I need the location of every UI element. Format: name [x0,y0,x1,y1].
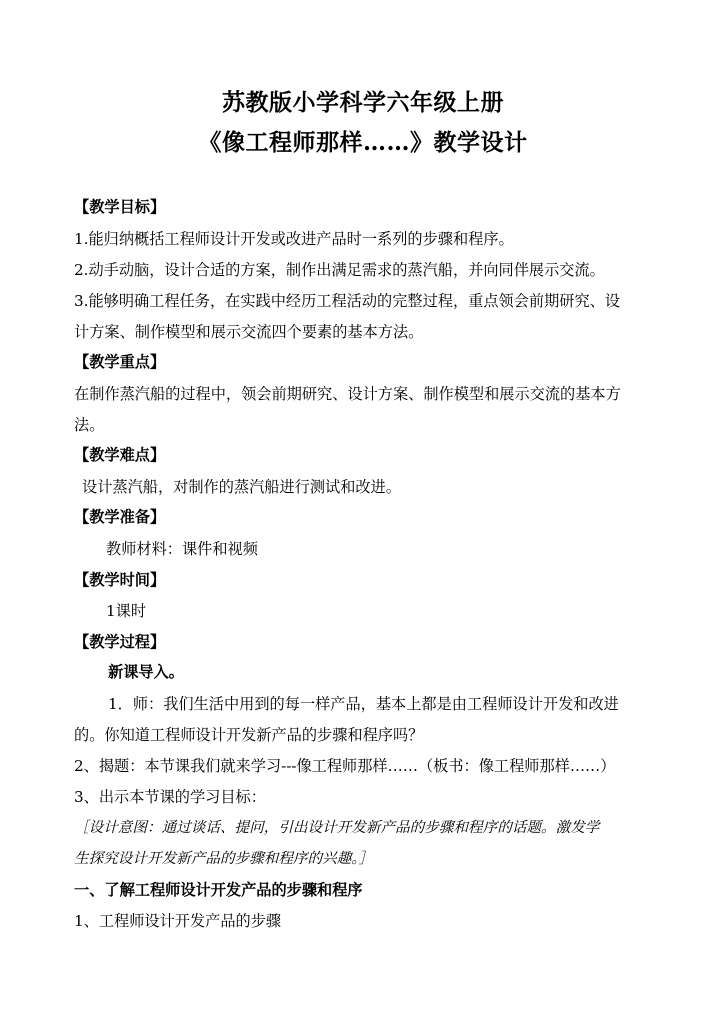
objective-item-1: 1.能归纳概括工程师设计开发或改进产品时一系列的步骤和程序。 [74,230,514,248]
process-step-2: 2、揭题：本节课我们就来学习---像工程师那样……（板书：像工程师那样……） [74,757,616,775]
key-points-text-line2: 法。 [74,416,105,434]
section-heading-difficulties: 【教学难点】 [74,446,166,464]
section-heading-process: 【教学过程】 [74,633,166,651]
section-heading-key-points: 【教学重点】 [74,353,166,371]
objective-item-2: 2.动手动脑，设计合适的方案，制作出满足需求的蒸汽船，并向同伴展示交流。 [74,261,605,279]
preparation-text: 教师材料：课件和视频 [106,540,258,558]
time-text: 1课时 [106,602,147,620]
section-heading-preparation: 【教学准备】 [74,508,166,526]
document-title-line1: 苏教版小学科学六年级上册 [222,89,504,116]
part-one-subheading: 1、工程师设计开发产品的步骤 [74,912,282,930]
difficulties-text: 设计蒸汽船，对制作的蒸汽船进行测试和改进。 [82,478,401,496]
process-intro-heading: 新课导入。 [108,663,184,681]
document-title-line2: 《像工程师那样……》教学设计 [198,129,528,156]
process-step-1-line2: 的。你知道工程师设计开发新产品的步骤和程序吗？ [74,726,424,744]
objective-item-3-line1: 3.能够明确工程任务，在实践中经历工程活动的完整过程，重点领会前期研究、设 [74,292,621,310]
design-intent-line2: 生探究设计开发新产品的步骤和程序的兴趣。］ [74,850,374,867]
design-intent-line1: ［设计意图：通过谈话、提问，引出设计开发新产品的步骤和程序的话题。激发学 [74,819,600,836]
process-step-1-line1: 1．师：我们生活中用到的每一样产品，基本上都是由工程师设计开发和改进 [108,695,619,713]
key-points-text-line1: 在制作蒸汽船的过程中，领会前期研究、设计方案、制作模型和展示交流的基本方 [74,385,621,403]
part-one-heading: 一、了解工程师设计开发产品的步骤和程序 [74,881,363,899]
process-step-3: 3、出示本节课的学习目标： [74,788,266,806]
objective-item-3-line2: 计方案、制作模型和展示交流四个要素的基本方法。 [74,323,424,341]
section-heading-time: 【教学时间】 [74,571,166,589]
section-heading-objectives: 【教学目标】 [74,198,166,216]
